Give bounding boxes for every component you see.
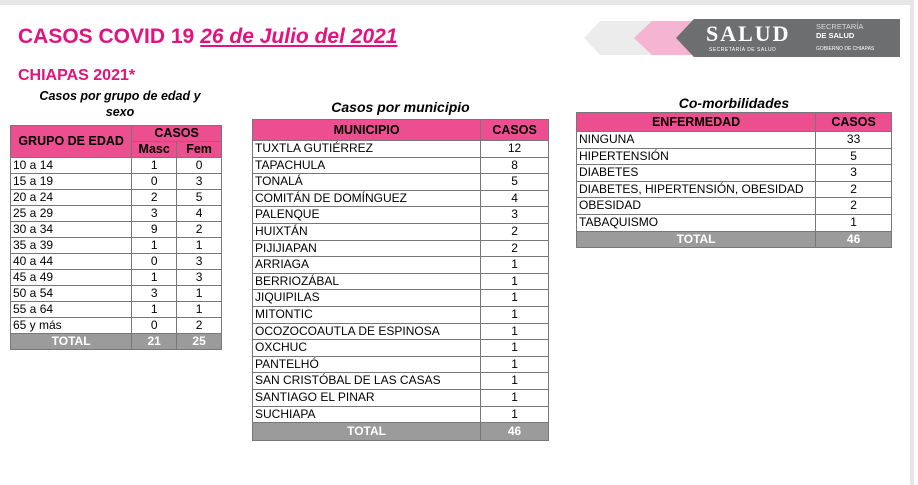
como-row <box>577 148 892 165</box>
como-cell-name: DIABETES <box>577 165 816 182</box>
muni-row <box>253 207 549 224</box>
como-cell-name: TABAQUISMO <box>577 214 816 231</box>
age-row <box>11 254 222 270</box>
age-row <box>11 190 222 206</box>
muni-row <box>253 340 549 357</box>
muni-row <box>253 406 549 423</box>
age-row <box>11 302 222 318</box>
age-cell-fem: 3 <box>177 270 222 286</box>
muni-row <box>253 223 549 240</box>
age-cell-group: 45 a 49 <box>11 270 132 286</box>
age-cell-group: 25 a 29 <box>11 206 132 222</box>
age-row <box>11 158 222 174</box>
age-cell-masc: 3 <box>132 206 177 222</box>
age-row <box>11 318 222 334</box>
age-cell-group: 40 a 44 <box>11 254 132 270</box>
age-cell-group: 15 a 19 <box>11 174 132 190</box>
como-cell-name: DIABETES, HIPERTENSIÓN, OBESIDAD <box>577 181 816 198</box>
muni-cell-casos: 1 <box>481 356 549 373</box>
muni-row <box>253 141 549 158</box>
municipio-table <box>252 119 549 441</box>
como-cell-casos: 5 <box>816 148 892 165</box>
muni-cell-name: SAN CRISTÓBAL DE LAS CASAS <box>253 373 481 390</box>
age-cell-group: 65 y más <box>11 318 132 334</box>
muni-cell-name: TUXTLA GUTIÉRREZ <box>253 141 481 158</box>
age-cell-masc: 1 <box>132 238 177 254</box>
muni-cell-casos: 12 <box>481 141 549 158</box>
como-row <box>577 165 892 182</box>
como-cell-name: OBESIDAD <box>577 198 816 215</box>
salud-logo <box>584 17 900 57</box>
age-total-label: TOTAL <box>11 334 132 350</box>
muni-cell-casos: 1 <box>481 373 549 390</box>
muni-cell-name: SUCHIAPA <box>253 406 481 423</box>
age-row <box>11 222 222 238</box>
age-table-caption <box>12 88 228 120</box>
como-cell-casos: 2 <box>816 181 892 198</box>
como-cell-casos: 3 <box>816 165 892 182</box>
age-cell-group: 30 a 34 <box>11 222 132 238</box>
como-cell-name: NINGUNA <box>577 132 816 149</box>
como-cell-casos: 1 <box>816 214 892 231</box>
age-row <box>11 206 222 222</box>
muni-cell-name: TONALÁ <box>253 174 481 191</box>
muni-cell-name: TAPACHULA <box>253 157 481 174</box>
age-cell-fem: 2 <box>177 222 222 238</box>
age-cell-masc: 2 <box>132 190 177 206</box>
age-cell-fem: 3 <box>177 174 222 190</box>
title-date: 26 de Julio del 2021 <box>200 25 398 48</box>
como-row <box>577 198 892 215</box>
como-row <box>577 132 892 149</box>
muni-cell-name: SANTIAGO EL PINAR <box>253 389 481 406</box>
logo-secretaria-line2: DE SALUD <box>816 31 855 40</box>
age-cell-fem: 2 <box>177 318 222 334</box>
age-total-row <box>11 334 222 350</box>
age-header-group: GRUPO DE EDAD <box>11 126 132 158</box>
muni-row <box>253 356 549 373</box>
age-cell-masc: 0 <box>132 318 177 334</box>
muni-row <box>253 190 549 207</box>
muni-cell-casos: 1 <box>481 290 549 307</box>
muni-cell-name: HUIXTÁN <box>253 223 481 240</box>
age-cell-masc: 0 <box>132 174 177 190</box>
como-cell-casos: 33 <box>816 132 892 149</box>
logo-under-text: SECRETARÍA DE SALUD <box>709 47 777 53</box>
age-cell-fem: 5 <box>177 190 222 206</box>
title-text: CASOS COVID 19 <box>18 25 195 48</box>
logo-salud-text: SALUD <box>706 21 791 46</box>
age-caption-line2: sexo <box>105 105 135 119</box>
age-total-masc: 21 <box>132 334 177 350</box>
muni-cell-name: COMITÁN DE DOMÍNGUEZ <box>253 190 481 207</box>
age-row <box>11 174 222 190</box>
muni-cell-casos: 1 <box>481 273 549 290</box>
age-cell-fem: 4 <box>177 206 222 222</box>
muni-table-caption: Casos por municipio <box>331 99 470 115</box>
logo-gobierno: GOBIERNO DE CHIAPAS <box>816 46 875 52</box>
muni-cell-casos: 2 <box>481 223 549 240</box>
muni-cell-casos: 1 <box>481 323 549 340</box>
age-cell-fem: 1 <box>177 238 222 254</box>
logo-secretaria-line1: SECRETARÍA <box>816 22 864 31</box>
age-cell-group: 20 a 24 <box>11 190 132 206</box>
como-table-caption: Co-morbilidades <box>678 95 790 111</box>
age-cell-masc: 1 <box>132 270 177 286</box>
age-header-casos: CASOS <box>132 126 222 142</box>
age-cell-group: 55 a 64 <box>11 302 132 318</box>
muni-cell-name: PIJIJIAPAN <box>253 240 481 257</box>
age-cell-group: 50 a 54 <box>11 286 132 302</box>
age-cell-group: 35 a 39 <box>11 238 132 254</box>
como-row <box>577 214 892 231</box>
muni-row <box>253 240 549 257</box>
page-title <box>18 25 397 49</box>
age-cell-group: 10 a 14 <box>11 158 132 174</box>
age-row <box>11 286 222 302</box>
age-cell-masc: 9 <box>132 222 177 238</box>
como-row <box>577 181 892 198</box>
age-header-fem: Fem <box>177 142 222 158</box>
age-total-fem: 25 <box>177 334 222 350</box>
age-cell-fem: 0 <box>177 158 222 174</box>
age-cell-masc: 3 <box>132 286 177 302</box>
muni-row <box>253 306 549 323</box>
muni-row <box>253 157 549 174</box>
como-cell-casos: 2 <box>816 198 892 215</box>
muni-row <box>253 257 549 274</box>
muni-header-casos: CASOS <box>481 120 549 141</box>
como-header-casos: CASOS <box>816 113 892 132</box>
como-total-label: TOTAL <box>577 231 816 247</box>
muni-cell-casos: 1 <box>481 340 549 357</box>
age-group-table <box>10 125 222 350</box>
muni-cell-casos: 1 <box>481 306 549 323</box>
como-cell-name: HIPERTENSIÓN <box>577 148 816 165</box>
age-cell-fem: 1 <box>177 302 222 318</box>
muni-cell-name: PANTELHÓ <box>253 356 481 373</box>
muni-row <box>253 373 549 390</box>
muni-row <box>253 273 549 290</box>
muni-cell-name: ARRIAGA <box>253 257 481 274</box>
muni-cell-casos: 5 <box>481 174 549 191</box>
age-cell-masc: 0 <box>132 254 177 270</box>
age-cell-fem: 3 <box>177 254 222 270</box>
muni-row <box>253 290 549 307</box>
muni-cell-casos: 3 <box>481 207 549 224</box>
muni-cell-name: OXCHUC <box>253 340 481 357</box>
muni-total-row <box>253 423 549 441</box>
muni-cell-name: JIQUIPILAS <box>253 290 481 307</box>
muni-total-value: 46 <box>481 423 549 441</box>
como-total-value: 46 <box>816 231 892 247</box>
muni-row <box>253 323 549 340</box>
age-row <box>11 238 222 254</box>
muni-cell-name: BERRIOZÁBAL <box>253 273 481 290</box>
age-cell-fem: 1 <box>177 286 222 302</box>
comorbidity-table <box>576 112 892 248</box>
muni-cell-casos: 4 <box>481 190 549 207</box>
muni-cell-name: MITONTIC <box>253 306 481 323</box>
muni-cell-casos: 8 <box>481 157 549 174</box>
region-subtitle: CHIAPAS 2021* <box>18 67 136 84</box>
age-caption-line1: Casos por grupo de edad y <box>39 89 201 103</box>
muni-cell-casos: 1 <box>481 389 549 406</box>
age-cell-masc: 1 <box>132 158 177 174</box>
como-header-enfermedad: ENFERMEDAD <box>577 113 816 132</box>
age-cell-masc: 1 <box>132 302 177 318</box>
muni-header-municipio: MUNICIPIO <box>253 120 481 141</box>
age-header-masc: Masc <box>132 142 177 158</box>
muni-cell-casos: 1 <box>481 257 549 274</box>
age-row <box>11 270 222 286</box>
muni-cell-name: PALENQUE <box>253 207 481 224</box>
muni-row <box>253 389 549 406</box>
muni-total-label: TOTAL <box>253 423 481 441</box>
muni-cell-name: OCOZOCOAUTLA DE ESPINOSA <box>253 323 481 340</box>
muni-cell-casos: 2 <box>481 240 549 257</box>
logo-secretaria <box>816 22 863 40</box>
muni-row <box>253 174 549 191</box>
muni-cell-casos: 1 <box>481 406 549 423</box>
como-total-row <box>577 231 892 247</box>
